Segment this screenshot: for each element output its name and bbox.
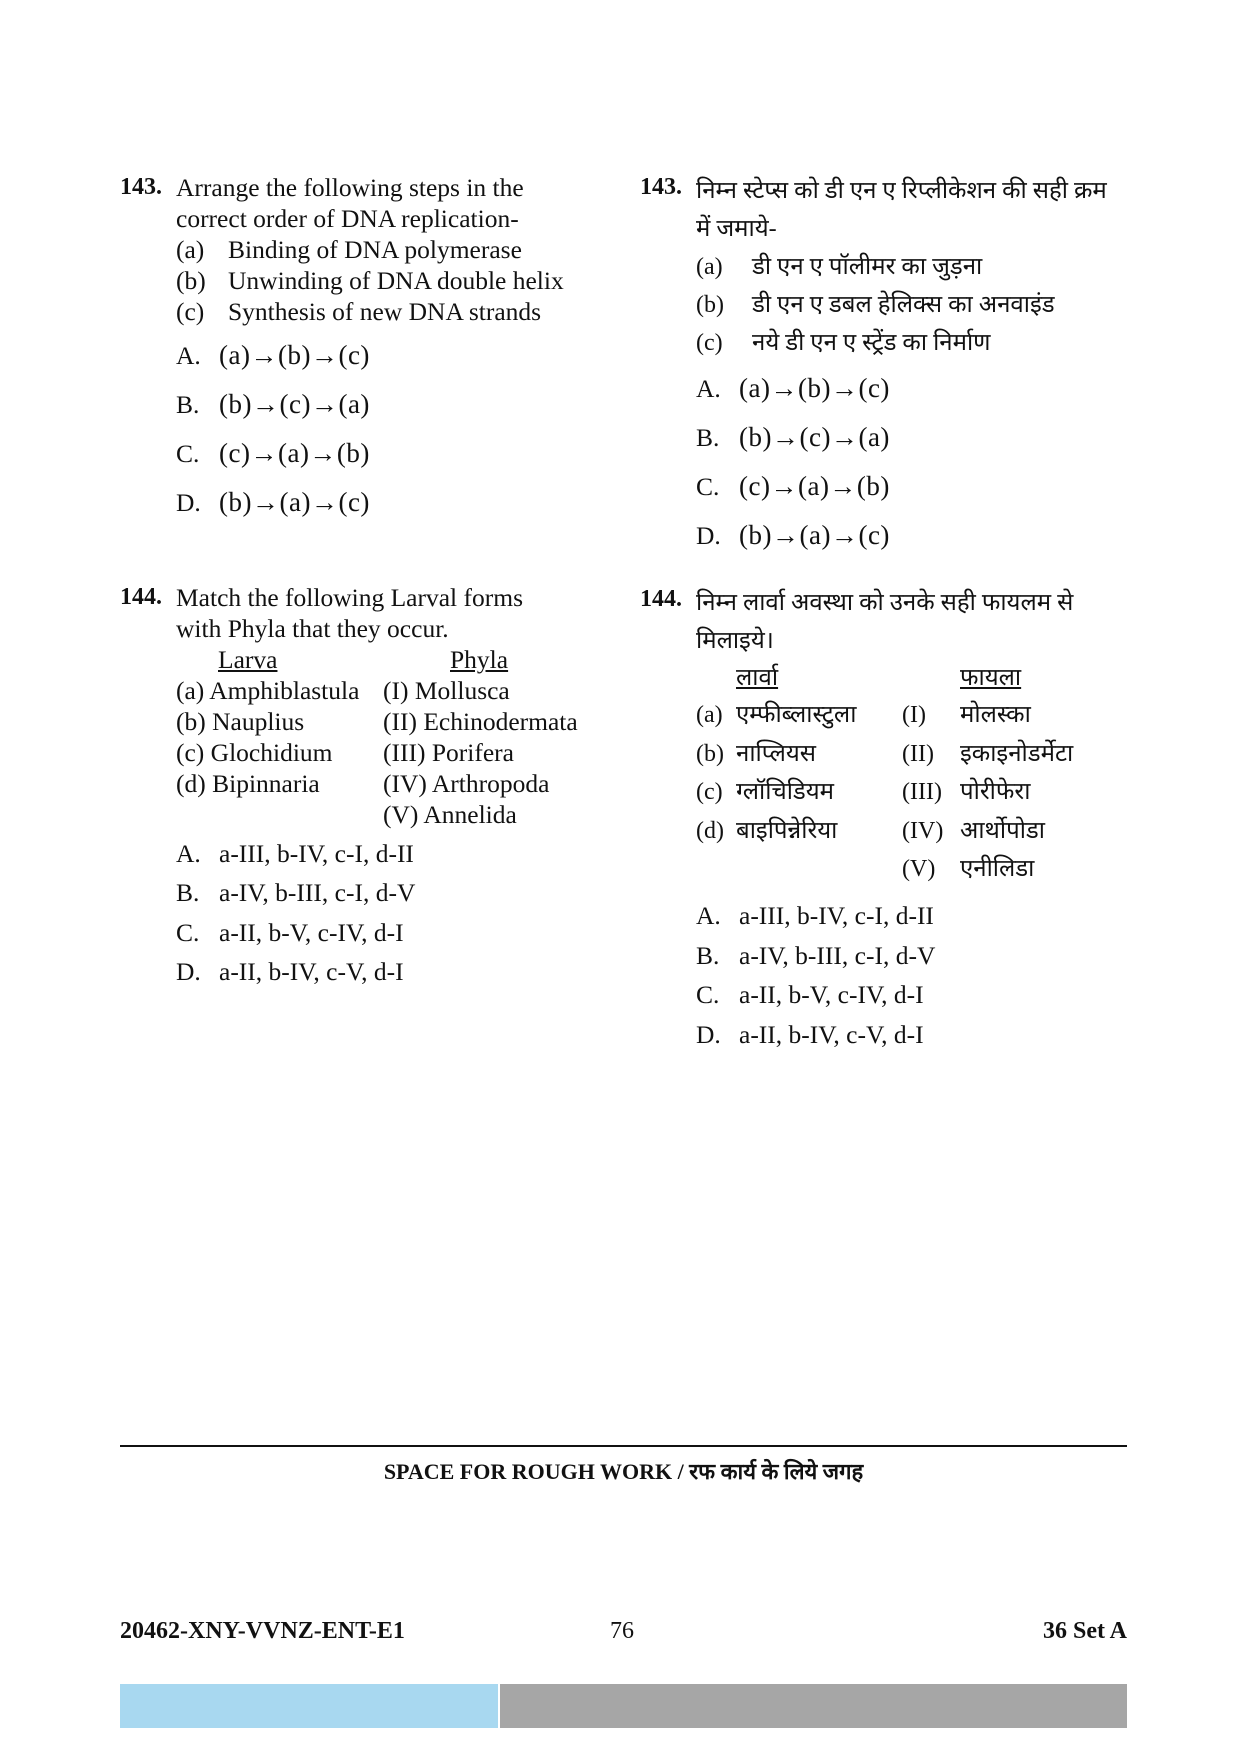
phyla-heading: Phyla	[450, 645, 509, 674]
page-footer	[120, 1618, 1127, 1650]
question-143-hi	[640, 172, 1130, 560]
divider-line	[120, 1445, 1127, 1447]
step-item: (c) Synthesis of new DNA strands	[176, 297, 542, 326]
table-row: (V) एनीलिडा	[902, 856, 1035, 882]
option-list	[176, 834, 600, 992]
option-b[interactable]: B. a-IV, b-III, c-I, d-V	[176, 878, 416, 908]
option-list	[696, 364, 1130, 560]
larva-heading: Larva	[218, 645, 278, 674]
option-c[interactable]: C. a-II, b-V, c-IV, d-I	[696, 980, 924, 1010]
table-row: (V) Annelida	[383, 800, 517, 829]
table-row: (a) Amphiblastula (I) Mollusca	[176, 676, 510, 705]
option-list	[176, 331, 600, 527]
option-c[interactable]: C. a-II, b-V, c-IV, d-I	[176, 917, 404, 947]
step-list	[176, 234, 600, 327]
match-table	[176, 675, 600, 830]
footer-bar-blue	[120, 1684, 498, 1728]
table-row: (b) Nauplius (II) Echinodermata	[176, 707, 578, 736]
option-c[interactable]: C. (c)→(a)→(b)	[696, 471, 890, 501]
question-number: 144.	[640, 586, 682, 612]
option-a[interactable]: A. a-III, b-IV, c-I, d-II	[696, 901, 934, 931]
step-item: (c) नये डी एन ए स्ट्रेंड का निर्माण	[696, 330, 991, 356]
option-d[interactable]: D. (b)→(a)→(c)	[176, 487, 370, 517]
question-144-hi	[640, 584, 1130, 1055]
step-item: (a) डी एन ए पॉलीमर का जुड़ना	[696, 254, 983, 280]
step-item: (b) डी एन ए डबल हेलिक्स का अनवाइंड	[696, 292, 1055, 318]
option-a[interactable]: A. (a)→(b)→(c)	[696, 373, 890, 403]
question-stem: Arrange the following steps in the correct order of DNA replication-	[176, 173, 524, 233]
question-144-en	[120, 582, 600, 992]
table-row: (a) एम्फीब्लास्टुला (I) मोलस्का	[696, 702, 1031, 728]
hindi-column	[640, 172, 1130, 1055]
question-stem: निम्न स्टेप्स को डी एन ए रिप्लीकेशन की सही क्रम में जमाये-	[696, 178, 1107, 242]
option-a[interactable]: A. (a)→(b)→(c)	[176, 340, 370, 370]
phyla-heading: फायला	[960, 665, 1022, 691]
question-number: 143.	[640, 174, 682, 200]
option-d[interactable]: D. (b)→(a)→(c)	[696, 520, 890, 550]
step-item: (a) Binding of DNA polymerase	[176, 235, 522, 264]
rough-work-label: SPACE FOR ROUGH WORK / रफ कार्य के लिये जगह	[383, 1459, 864, 1484]
page-number: 76	[610, 1618, 634, 1644]
question-number: 143.	[120, 174, 162, 200]
footer-bar-gray	[500, 1684, 1127, 1728]
paper-code: 20462-XNY-VVNZ-ENT-E1	[120, 1618, 405, 1644]
option-b[interactable]: B. (b)→(c)→(a)	[696, 422, 890, 452]
table-row: (d) बाइपिन्नेरिया (IV) आर्थोपोडा	[696, 817, 1045, 844]
option-list	[696, 897, 1130, 1055]
question-stem: निम्न लार्वा अवस्था को उनके सही फायलम से मिलाइये।	[696, 590, 1074, 654]
option-b[interactable]: B. (b)→(c)→(a)	[176, 389, 370, 419]
match-table	[696, 696, 1130, 889]
option-a[interactable]: A. a-III, b-IV, c-I, d-II	[176, 838, 414, 868]
option-c[interactable]: C. (c)→(a)→(b)	[176, 438, 370, 468]
table-row: (d) Bipinnaria (IV) Arthropoda	[176, 769, 550, 798]
english-column	[120, 172, 600, 992]
match-table-header	[696, 660, 1130, 696]
question-stem: Match the following Larval forms with Phyla that they occur.	[176, 583, 523, 643]
table-row: (c) ग्लॉचिडियम (III) पोरीफेरा	[696, 779, 1031, 805]
question-number: 144.	[120, 584, 162, 610]
option-b[interactable]: B. a-IV, b-III, c-I, d-V	[696, 940, 936, 970]
option-d[interactable]: D. a-II, b-IV, c-V, d-I	[696, 1019, 924, 1049]
larva-heading: लार्वा	[736, 665, 779, 691]
table-row: (b) नाप्लियस (II) इकाइनोडर्मेटा	[696, 740, 1074, 767]
match-table-header	[176, 644, 600, 675]
table-row: (c) Glochidium (III) Porifera	[176, 738, 514, 767]
set-label: 36 Set A	[1043, 1618, 1127, 1644]
question-143-en	[120, 172, 600, 527]
step-list	[696, 248, 1130, 362]
option-d[interactable]: D. a-II, b-IV, c-V, d-I	[176, 957, 404, 987]
step-item: (b) Unwinding of DNA double helix	[176, 266, 564, 295]
